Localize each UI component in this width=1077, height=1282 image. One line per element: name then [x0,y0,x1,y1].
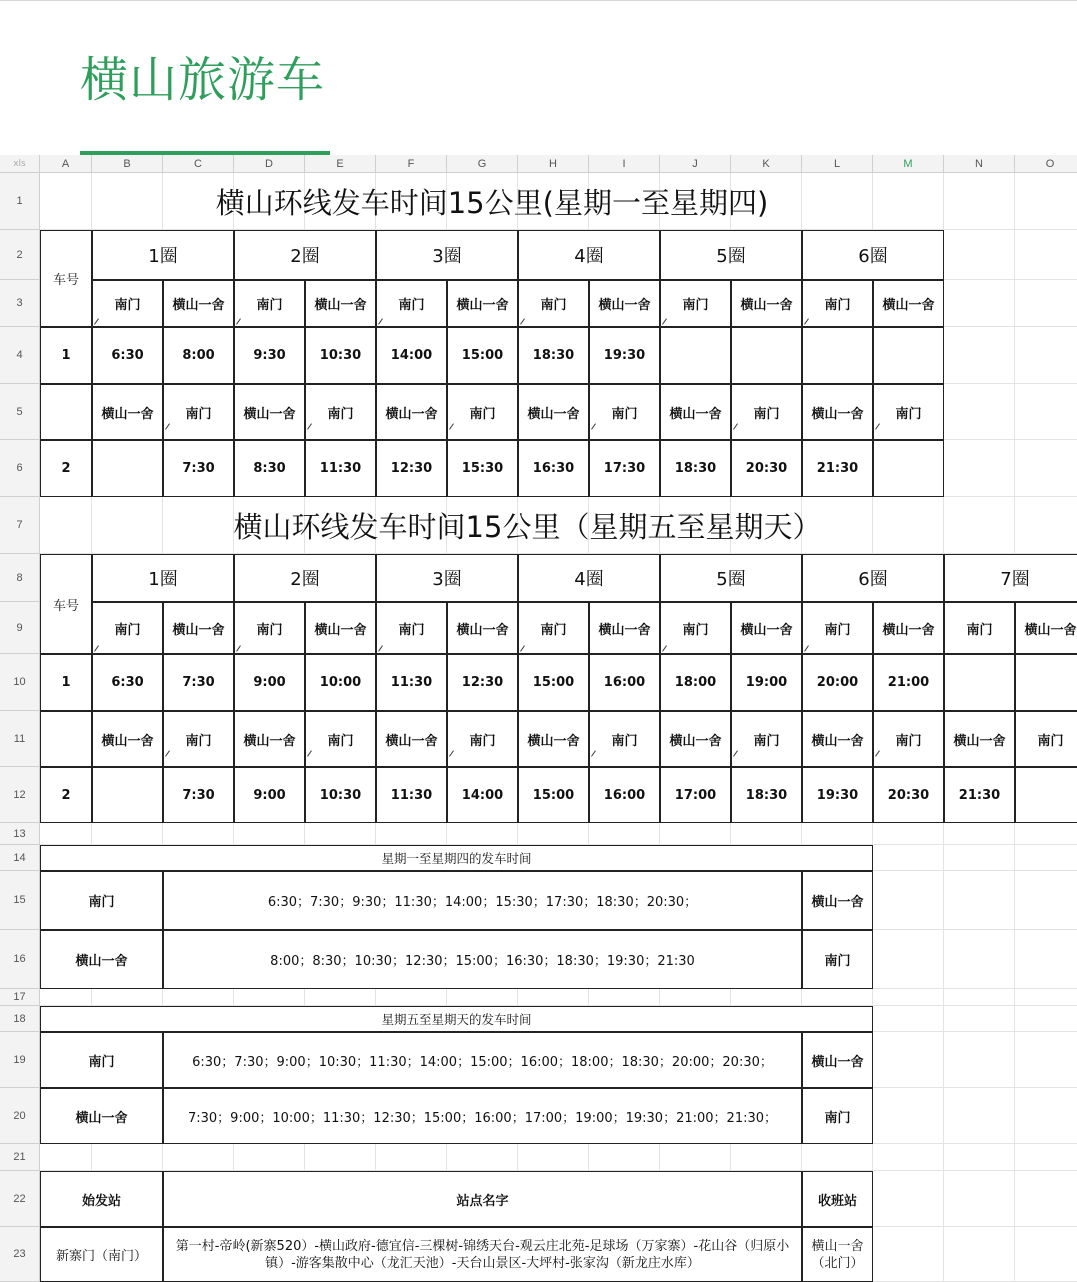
destination-stop[interactable]: 横山一舍 [802,871,873,930]
row-header-5[interactable]: 5 [0,384,40,440]
stop-label[interactable]: 南门 [92,602,163,654]
grid-cell[interactable] [305,1144,376,1171]
stop-label[interactable]: 横山一舍 [518,384,589,440]
car-number-cell[interactable]: 1 [40,327,92,384]
departure-time[interactable]: 14:00 [376,327,447,384]
loop-header[interactable]: 3圈 [376,230,518,280]
grid-cell[interactable] [376,989,447,1006]
grid-cell[interactable] [1015,930,1077,989]
departure-time[interactable]: 7:30 [163,440,234,497]
departure-time[interactable]: 19:30 [589,327,660,384]
stop-label[interactable]: 横山一舍 [873,280,944,327]
loop-header[interactable]: 2圈 [234,230,376,280]
departure-time[interactable]: 21:30 [802,440,873,497]
stop-label[interactable]: 横山一舍 [1015,602,1077,654]
loop-header[interactable]: 1圈 [92,554,234,602]
stop-label[interactable]: 横山一舍 [92,711,163,767]
grid-cell[interactable] [1015,280,1077,327]
column-header-f[interactable]: F [376,155,447,173]
departure-time[interactable]: 21:00 [873,654,944,711]
grid-cell[interactable] [944,230,1015,280]
grid-cell[interactable] [40,989,92,1006]
grid-cell[interactable] [447,989,518,1006]
grid-cell[interactable] [518,989,589,1006]
grid-cell[interactable] [1015,845,1077,871]
grid-cell[interactable] [1015,497,1077,554]
departure-time[interactable]: 10:30 [305,327,376,384]
grid-cell[interactable] [873,871,944,930]
grid-cell[interactable] [1015,871,1077,930]
column-header-c[interactable]: C [163,155,234,173]
departure-time[interactable] [92,440,163,497]
stop-label[interactable]: 南门 [92,280,163,327]
departure-time[interactable]: 19:30 [802,767,873,823]
grid-cell[interactable] [305,989,376,1006]
departure-time[interactable]: 17:00 [660,767,731,823]
stop-label[interactable]: 南门 [873,711,944,767]
stop-label[interactable]: 南门 [731,711,802,767]
grid-cell[interactable] [873,823,944,845]
grid-cell[interactable] [518,1144,589,1171]
grid-cell[interactable] [944,930,1015,989]
departure-time[interactable]: 8:30 [234,440,305,497]
grid-cell[interactable] [518,823,589,845]
car-number-header[interactable]: 车号 [40,230,92,327]
grid-cell[interactable] [163,989,234,1006]
departure-time[interactable]: 8:00 [163,327,234,384]
destination-stop[interactable]: 南门 [802,930,873,989]
grid-cell[interactable] [376,1144,447,1171]
stop-label[interactable]: 南门 [305,384,376,440]
column-header-m[interactable]: M [873,155,944,173]
column-header-k[interactable]: K [731,155,802,173]
grid-cell[interactable] [589,1144,660,1171]
departure-time-list[interactable]: 6:30；7:30；9:00；10:30；11:30；14:00；15:00；16:00；18:00；18:30；20:00；20:30； [163,1032,802,1088]
departure-time[interactable] [92,767,163,823]
row-header-16[interactable]: 16 [0,930,40,989]
column-header-d[interactable]: D [234,155,305,173]
row-header-22[interactable]: 22 [0,1171,40,1227]
row-header-23[interactable]: 23 [0,1227,40,1282]
departure-time[interactable]: 15:00 [518,767,589,823]
row-header-17[interactable]: 17 [0,989,40,1006]
stop-label[interactable]: 南门 [944,602,1015,654]
departure-time[interactable]: 16:00 [589,767,660,823]
row-header-6[interactable]: 6 [0,440,40,497]
departure-time[interactable]: 17:30 [589,440,660,497]
loop-header[interactable]: 1圈 [92,230,234,280]
row-header-7[interactable]: 7 [0,497,40,554]
grid-cell[interactable] [873,1171,944,1227]
stop-label[interactable]: 南门 [589,384,660,440]
stop-label[interactable]: 横山一舍 [376,711,447,767]
start-station[interactable]: 新寨门（南门） [40,1227,163,1282]
departure-time[interactable]: 20:30 [873,767,944,823]
stop-label[interactable]: 横山一舍 [802,384,873,440]
departure-time[interactable] [873,440,944,497]
grid-cell[interactable] [873,1088,944,1144]
origin-stop[interactable]: 横山一舍 [40,930,163,989]
departure-time[interactable] [944,654,1015,711]
stop-label[interactable]: 横山一舍 [589,280,660,327]
grid-cell[interactable] [944,1227,1015,1282]
stop-label[interactable]: 横山一舍 [660,711,731,767]
departure-time[interactable]: 15:00 [447,327,518,384]
app-header [0,0,1077,156]
column-header-j[interactable]: J [660,155,731,173]
empty-cell[interactable] [40,384,92,440]
car-number-cell[interactable]: 2 [40,440,92,497]
grid-cell[interactable] [92,1144,163,1171]
row-header-3[interactable]: 3 [0,280,40,327]
stop-label[interactable]: 南门 [234,602,305,654]
station-route[interactable]: 第一村-帝岭(新寨520）-横山政府-德宜信-三棵树-锦绣天台-观云庄北苑-足球场（万家寨）-花山谷（归原小镇）-游客集散中心（龙汇天池）-天台山景区-大坪村-张家沟（新龙庄水库） [163,1227,802,1282]
row-header-20[interactable]: 20 [0,1088,40,1144]
row-header-14[interactable]: 14 [0,845,40,871]
column-header-g[interactable]: G [447,155,518,173]
stop-label[interactable]: 横山一舍 [305,602,376,654]
stop-label[interactable]: 南门 [305,711,376,767]
grid-cell[interactable] [802,823,873,845]
weekday-table-title[interactable]: 横山环线发车时间15公里(星期一至星期四) [215,186,769,220]
destination-stop[interactable]: 横山一舍 [802,1032,873,1088]
row-header-12[interactable]: 12 [0,767,40,823]
start-station-header[interactable]: 始发站 [40,1171,163,1227]
grid-cell[interactable] [873,1006,944,1032]
stop-label[interactable]: 横山一舍 [589,602,660,654]
stop-label[interactable]: 横山一舍 [944,711,1015,767]
grid-cell[interactable] [944,440,1015,497]
loop-header[interactable]: 7圈 [944,554,1077,602]
grid-cell[interactable] [660,1144,731,1171]
end-station-header[interactable]: 收班站 [802,1171,873,1227]
stop-label[interactable]: 横山一舍 [305,280,376,327]
grid-cell[interactable] [944,1088,1015,1144]
stop-label[interactable]: 南门 [660,602,731,654]
grid-cell[interactable] [660,823,731,845]
grid-cell[interactable] [944,1006,1015,1032]
stop-label[interactable]: 南门 [660,280,731,327]
grid-cell[interactable] [1015,1171,1077,1227]
grid-cell[interactable] [40,823,92,845]
column-header-b[interactable]: B [92,155,163,173]
stop-label[interactable]: 南门 [1015,711,1077,767]
column-header-i[interactable]: I [589,155,660,173]
departure-time[interactable]: 15:00 [518,654,589,711]
stop-label[interactable]: 南门 [376,602,447,654]
loop-header[interactable]: 6圈 [802,230,944,280]
empty-cell[interactable] [40,711,92,767]
grid-cell[interactable] [944,871,1015,930]
stop-label[interactable]: 横山一舍 [163,280,234,327]
column-header-a[interactable]: A [40,155,92,173]
column-header-e[interactable]: E [305,155,376,173]
grid-cell[interactable] [1015,1032,1077,1088]
stop-label[interactable]: 横山一舍 [731,280,802,327]
departure-time[interactable] [660,327,731,384]
loop-header[interactable]: 6圈 [802,554,944,602]
departure-time[interactable]: 12:30 [447,654,518,711]
stop-label[interactable]: 南门 [731,384,802,440]
departure-time[interactable]: 20:30 [731,440,802,497]
grid-cell[interactable] [1015,384,1077,440]
stop-label[interactable]: 南门 [447,711,518,767]
departure-time[interactable]: 9:30 [234,327,305,384]
car-number-cell[interactable]: 2 [40,767,92,823]
loop-header[interactable]: 3圈 [376,554,518,602]
grid-cell[interactable] [802,989,873,1006]
grid-cell[interactable] [1015,1144,1077,1171]
stop-label[interactable]: 南门 [163,384,234,440]
row-header-2[interactable]: 2 [0,230,40,280]
stop-label[interactable]: 横山一舍 [376,384,447,440]
stop-label[interactable]: 南门 [163,711,234,767]
origin-stop[interactable]: 南门 [40,1032,163,1088]
row-header-8[interactable]: 8 [0,554,40,602]
grid-cell[interactable] [234,823,305,845]
departure-time-list[interactable]: 6:30；7:30；9:30；11:30；14:00；15:30；17:30；18:30；20:30； [163,871,802,930]
grid-cell[interactable] [163,1144,234,1171]
stop-label[interactable]: 南门 [518,280,589,327]
destination-stop[interactable]: 南门 [802,1088,873,1144]
grid-cell[interactable] [589,823,660,845]
grid-cell[interactable] [944,1032,1015,1088]
departure-time[interactable]: 11:30 [376,654,447,711]
departure-time[interactable]: 7:30 [163,654,234,711]
grid-cell[interactable] [1015,440,1077,497]
grid-cell[interactable] [1015,989,1077,1006]
departure-time[interactable] [731,327,802,384]
grid-cell[interactable] [731,1144,802,1171]
departure-time[interactable] [1015,767,1077,823]
station-names-header[interactable]: 站点名字 [163,1171,802,1227]
loop-header[interactable]: 5圈 [660,554,802,602]
grid-cell[interactable] [305,823,376,845]
loop-header[interactable]: 5圈 [660,230,802,280]
row-header-13[interactable]: 13 [0,823,40,845]
column-header-h[interactable]: H [518,155,589,173]
grid-cell[interactable] [944,384,1015,440]
departure-time-list[interactable]: 7:30；9:00；10:00；11:30；12:30；15:00；16:00；17:00；19:00；19:30；21:00；21:30； [163,1088,802,1144]
stop-label[interactable]: 南门 [376,280,447,327]
departure-time[interactable] [802,327,873,384]
grid-cell[interactable] [40,1144,92,1171]
stop-label[interactable]: 南门 [802,280,873,327]
departure-time[interactable]: 6:30 [92,654,163,711]
car-number-header[interactable]: 车号 [40,554,92,654]
weekday-summary-title[interactable]: 星期一至星期四的发车时间 [40,845,873,871]
grid-cell[interactable] [234,989,305,1006]
sheet-title: 横山旅游车 [80,52,326,108]
grid-cell[interactable] [944,1144,1015,1171]
loop-header[interactable]: 4圈 [518,230,660,280]
stop-label[interactable]: 横山一舍 [447,602,518,654]
row-header-9[interactable]: 9 [0,602,40,654]
grid-cell[interactable] [1015,230,1077,280]
weekend-table-title[interactable]: 横山环线发车时间15公里（星期五至星期天） [233,510,822,544]
departure-time[interactable]: 9:00 [234,767,305,823]
grid-cell[interactable] [873,845,944,871]
departure-time[interactable]: 19:00 [731,654,802,711]
end-station[interactable]: 横山一舍（北门） [802,1227,873,1282]
stop-label[interactable]: 横山一舍 [518,711,589,767]
departure-time[interactable] [1015,654,1077,711]
row-header-1[interactable]: 1 [0,173,40,230]
departure-time[interactable] [873,327,944,384]
select-all-corner[interactable]: xls [0,155,40,173]
stop-label[interactable]: 横山一舍 [731,602,802,654]
stop-label[interactable]: 横山一舍 [873,602,944,654]
grid-cell[interactable] [92,989,163,1006]
grid-cell[interactable] [163,823,234,845]
column-header-o[interactable]: O [1015,155,1077,173]
grid-cell[interactable] [92,823,163,845]
stop-label[interactable]: 横山一舍 [92,384,163,440]
grid-cell[interactable] [589,989,660,1006]
grid-cell[interactable] [944,327,1015,384]
stop-label[interactable]: 南门 [873,384,944,440]
departure-time[interactable]: 16:30 [518,440,589,497]
departure-time[interactable]: 6:30 [92,327,163,384]
grid-cell[interactable] [1015,1088,1077,1144]
stop-label[interactable]: 横山一舍 [234,384,305,440]
departure-time[interactable]: 16:00 [589,654,660,711]
grid-cell[interactable] [944,1171,1015,1227]
grid-cell[interactable] [944,845,1015,871]
departure-time[interactable]: 9:00 [234,654,305,711]
column-header-n[interactable]: N [944,155,1015,173]
row-header-19[interactable]: 19 [0,1032,40,1088]
departure-time[interactable]: 20:00 [802,654,873,711]
departure-time[interactable]: 18:30 [731,767,802,823]
grid-cell[interactable] [660,989,731,1006]
loop-header[interactable]: 4圈 [518,554,660,602]
stop-label[interactable]: 南门 [234,280,305,327]
column-header-l[interactable]: L [802,155,873,173]
grid-cell[interactable] [802,1144,873,1171]
row-header-11[interactable]: 11 [0,711,40,767]
grid-cell[interactable] [447,1144,518,1171]
departure-time[interactable]: 18:00 [660,654,731,711]
stop-label[interactable]: 南门 [589,711,660,767]
grid-cell[interactable] [447,823,518,845]
departure-time[interactable]: 12:30 [376,440,447,497]
grid-cell[interactable] [1015,173,1077,230]
departure-time[interactable]: 15:30 [447,440,518,497]
row-header-18[interactable]: 18 [0,1006,40,1032]
departure-time[interactable]: 18:30 [660,440,731,497]
grid-cell[interactable] [873,930,944,989]
row-header-4[interactable]: 4 [0,327,40,384]
grid-cell[interactable] [234,1144,305,1171]
stop-label[interactable]: 横山一舍 [660,384,731,440]
grid-cell[interactable] [731,823,802,845]
grid-cell[interactable] [873,1144,944,1171]
departure-time[interactable]: 11:30 [376,767,447,823]
stop-label[interactable]: 南门 [802,602,873,654]
grid-cell[interactable] [873,989,944,1006]
departure-time[interactable]: 10:00 [305,654,376,711]
loop-header[interactable]: 2圈 [234,554,376,602]
row-header-10[interactable]: 10 [0,654,40,711]
grid-cell[interactable] [944,989,1015,1006]
grid-cell[interactable] [1015,1227,1077,1282]
departure-time[interactable]: 14:00 [447,767,518,823]
grid-cell[interactable] [731,989,802,1006]
weekend-summary-title[interactable]: 星期五至星期天的发车时间 [40,1006,873,1032]
departure-time-list[interactable]: 8:00；8:30；10:30；12:30；15:00；16:30；18:30；19:30；21:30 [163,930,802,989]
origin-stop[interactable]: 南门 [40,871,163,930]
stop-label[interactable]: 横山一舍 [163,602,234,654]
departure-time[interactable]: 18:30 [518,327,589,384]
grid-cell[interactable] [944,280,1015,327]
departure-time[interactable]: 11:30 [305,440,376,497]
grid-cell[interactable] [944,823,1015,845]
grid-cell[interactable] [1015,1006,1077,1032]
stop-label[interactable]: 横山一舍 [802,711,873,767]
grid-cell[interactable] [376,823,447,845]
car-number-cell[interactable]: 1 [40,654,92,711]
row-header-15[interactable]: 15 [0,871,40,930]
grid-cell[interactable] [873,1032,944,1088]
grid-cell[interactable] [873,1227,944,1282]
stop-label[interactable]: 横山一舍 [447,280,518,327]
grid-cell[interactable] [1015,823,1077,845]
grid-cell[interactable] [1015,327,1077,384]
departure-time[interactable]: 21:30 [944,767,1015,823]
stop-label[interactable]: 南门 [518,602,589,654]
departure-time[interactable]: 7:30 [163,767,234,823]
origin-stop[interactable]: 横山一舍 [40,1088,163,1144]
stop-label[interactable]: 横山一舍 [234,711,305,767]
row-header-21[interactable]: 21 [0,1144,40,1171]
stop-label[interactable]: 南门 [447,384,518,440]
grid-cell[interactable] [944,173,1015,230]
departure-time[interactable]: 10:30 [305,767,376,823]
